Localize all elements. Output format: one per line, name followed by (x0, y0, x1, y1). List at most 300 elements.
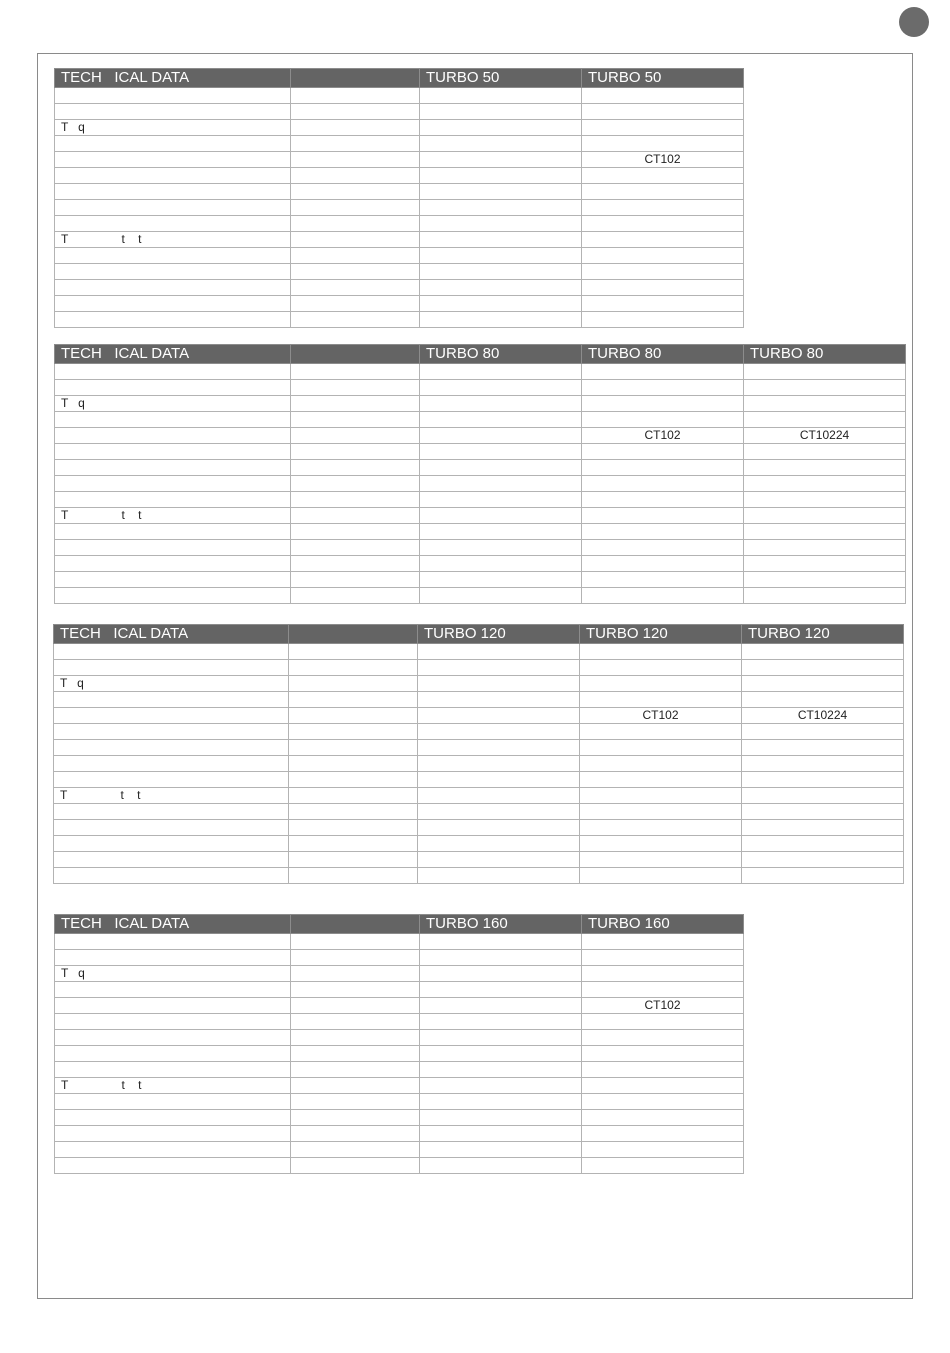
column-header: TURBO 80 (582, 345, 744, 364)
table-cell (55, 588, 291, 604)
table-cell (55, 104, 291, 120)
table-header-row (55, 69, 744, 88)
table-cell (420, 444, 582, 460)
table-cell (55, 248, 291, 264)
table-cell (582, 1094, 744, 1110)
table-cell (291, 1126, 420, 1142)
table-cell (582, 950, 744, 966)
table-row (55, 508, 906, 524)
table-cell (55, 1158, 291, 1174)
table-cell (742, 804, 904, 820)
column-header: TECH ICAL DATA (54, 625, 289, 644)
table-cell (291, 1142, 420, 1158)
table-cell (291, 1094, 420, 1110)
table-cell (420, 1158, 582, 1174)
table-cell: CT102 (580, 708, 742, 724)
table-cell (420, 200, 582, 216)
table-cell (582, 364, 744, 380)
table-cell: T q (55, 966, 291, 982)
table-row (55, 476, 906, 492)
table-cell (54, 644, 289, 660)
table-cell (582, 934, 744, 950)
table-cell (580, 804, 742, 820)
column-header (291, 915, 420, 934)
table-cell (289, 644, 418, 660)
table-cell (744, 380, 906, 396)
table-cell (54, 804, 289, 820)
table-cell (54, 724, 289, 740)
table-row (55, 428, 906, 444)
table-cell (291, 476, 420, 492)
table-cell (291, 1046, 420, 1062)
table-cell (420, 312, 582, 328)
table-cell (54, 756, 289, 772)
table-cell (420, 396, 582, 412)
table-cell (55, 216, 291, 232)
table-cell (291, 364, 420, 380)
table-cell (582, 1014, 744, 1030)
table-cell (744, 492, 906, 508)
table-cell (580, 644, 742, 660)
table-cell (54, 692, 289, 708)
table-row (55, 364, 906, 380)
table-cell (289, 852, 418, 868)
table-row (55, 264, 744, 280)
table-row (55, 492, 906, 508)
table-row (55, 248, 744, 264)
table-cell (582, 104, 744, 120)
table-cell (291, 412, 420, 428)
table-cell (582, 264, 744, 280)
table-cell (420, 1014, 582, 1030)
table-cell (418, 676, 580, 692)
table-cell: CT10224 (742, 708, 904, 724)
table-cell (291, 396, 420, 412)
table-cell (420, 998, 582, 1014)
table-cell (744, 524, 906, 540)
table-cell (55, 136, 291, 152)
table-cell (55, 444, 291, 460)
table-cell (420, 264, 582, 280)
table-cell (291, 572, 420, 588)
table-row (54, 644, 904, 660)
table-row (55, 1030, 744, 1046)
table-cell (55, 460, 291, 476)
table-cell (580, 692, 742, 708)
table-header-row (55, 915, 744, 934)
table-row (55, 1110, 744, 1126)
table-cell (55, 412, 291, 428)
table-cell (55, 934, 291, 950)
table-cell (420, 184, 582, 200)
table-cell (291, 280, 420, 296)
table-cell (420, 232, 582, 248)
table-cell (418, 660, 580, 676)
table-cell (291, 1078, 420, 1094)
table-cell (55, 492, 291, 508)
table-row (55, 1046, 744, 1062)
table-cell (582, 524, 744, 540)
table-cell (582, 1062, 744, 1078)
table-cell (582, 508, 744, 524)
column-header: TURBO 120 (580, 625, 742, 644)
table-row (55, 168, 744, 184)
table-cell (291, 934, 420, 950)
table-row (55, 136, 744, 152)
table-cell (291, 444, 420, 460)
table-row (55, 934, 744, 950)
table-cell (55, 312, 291, 328)
table-header-row (55, 345, 906, 364)
table-cell (289, 708, 418, 724)
technical-data-table-turbo-80 (54, 344, 906, 604)
table-row (54, 756, 904, 772)
table-cell (420, 1030, 582, 1046)
table-row (55, 950, 744, 966)
table-cell (420, 248, 582, 264)
table-cell (54, 820, 289, 836)
table-cell (420, 364, 582, 380)
table-cell (291, 540, 420, 556)
table-cell (582, 444, 744, 460)
table-cell (582, 232, 744, 248)
table-cell (291, 216, 420, 232)
table-row (55, 1062, 744, 1078)
table-cell (420, 1126, 582, 1142)
table-cell (420, 104, 582, 120)
table-cell (291, 88, 420, 104)
column-header: TURBO 160 (420, 915, 582, 934)
table-row (55, 588, 906, 604)
table-cell (420, 508, 582, 524)
table-cell (582, 460, 744, 476)
table-row (55, 572, 906, 588)
table-cell (580, 724, 742, 740)
table-cell (291, 524, 420, 540)
column-header: TECH ICAL DATA (55, 345, 291, 364)
table-cell: T q (55, 120, 291, 136)
table-cell (55, 1014, 291, 1030)
table-row (55, 104, 744, 120)
table-cell (420, 120, 582, 136)
table-cell (291, 588, 420, 604)
table-cell (289, 676, 418, 692)
table-cell (742, 756, 904, 772)
table-row (54, 708, 904, 724)
table-row (55, 966, 744, 982)
table-cell (582, 1142, 744, 1158)
table-cell (54, 772, 289, 788)
table-cell (742, 724, 904, 740)
table-cell (420, 572, 582, 588)
table-cell (418, 756, 580, 772)
table-cell (55, 476, 291, 492)
table-cell (582, 572, 744, 588)
table-cell (55, 982, 291, 998)
table-cell (291, 460, 420, 476)
column-header (289, 625, 418, 644)
table-cell (582, 396, 744, 412)
table-cell (418, 772, 580, 788)
table-row (55, 152, 744, 168)
table-cell (55, 280, 291, 296)
table-cell (420, 136, 582, 152)
table-row (54, 772, 904, 788)
table-row (55, 460, 906, 476)
table-cell (418, 708, 580, 724)
table-cell (291, 508, 420, 524)
table-cell (55, 200, 291, 216)
table-cell (420, 216, 582, 232)
table-row (55, 216, 744, 232)
table-cell (55, 264, 291, 280)
table-cell (55, 1094, 291, 1110)
table-cell (582, 1030, 744, 1046)
table-cell (742, 820, 904, 836)
table-row (55, 1142, 744, 1158)
table-row (54, 836, 904, 852)
table-cell (418, 724, 580, 740)
table-cell (289, 756, 418, 772)
table-cell (744, 476, 906, 492)
table-cell (291, 152, 420, 168)
column-header: TURBO 50 (582, 69, 744, 88)
table-cell (55, 152, 291, 168)
table-cell (54, 660, 289, 676)
table-row (55, 232, 744, 248)
table-cell (420, 1142, 582, 1158)
table-cell (291, 982, 420, 998)
table-cell (582, 184, 744, 200)
column-header: TURBO 120 (418, 625, 580, 644)
table-cell (55, 380, 291, 396)
table-cell (291, 1030, 420, 1046)
table-header-row (54, 625, 904, 644)
table-row (55, 312, 744, 328)
column-header: TURBO 120 (742, 625, 904, 644)
table-row (55, 1126, 744, 1142)
table-cell (580, 820, 742, 836)
table-row (54, 852, 904, 868)
table-row (54, 868, 904, 884)
table-cell (55, 1046, 291, 1062)
table-cell (582, 312, 744, 328)
table-cell (744, 508, 906, 524)
table-cell (420, 1110, 582, 1126)
table-cell (582, 216, 744, 232)
table-cell (418, 644, 580, 660)
table-cell (291, 232, 420, 248)
table-cell (742, 676, 904, 692)
table-row (55, 280, 744, 296)
table-cell (742, 836, 904, 852)
table-cell (55, 296, 291, 312)
table-cell (744, 460, 906, 476)
table-cell (55, 1062, 291, 1078)
table-cell (54, 708, 289, 724)
table-cell (55, 1110, 291, 1126)
table-cell (582, 492, 744, 508)
table-cell (580, 676, 742, 692)
column-header (291, 345, 420, 364)
table-cell (582, 120, 744, 136)
table-cell (582, 296, 744, 312)
table-row (55, 1014, 744, 1030)
table-cell (418, 804, 580, 820)
table-cell (291, 950, 420, 966)
column-header: TURBO 80 (420, 345, 582, 364)
table-cell (582, 412, 744, 428)
table-row (55, 184, 744, 200)
table-cell (291, 296, 420, 312)
table-cell (742, 868, 904, 884)
table-row (55, 396, 906, 412)
table-cell (744, 540, 906, 556)
table-cell (289, 724, 418, 740)
table-cell (742, 692, 904, 708)
table-row (55, 120, 744, 136)
table-cell (291, 136, 420, 152)
table-cell (420, 588, 582, 604)
table-cell (582, 476, 744, 492)
table-cell (55, 428, 291, 444)
table-cell (420, 280, 582, 296)
table-row (55, 1078, 744, 1094)
column-header: TURBO 160 (582, 915, 744, 934)
table-cell (582, 88, 744, 104)
table-cell (742, 644, 904, 660)
table-cell: CT102 (582, 998, 744, 1014)
table-cell (420, 934, 582, 950)
table-cell (291, 492, 420, 508)
table-cell (582, 1158, 744, 1174)
table-row (54, 788, 904, 804)
table-cell (580, 756, 742, 772)
column-header: TECH ICAL DATA (55, 915, 291, 934)
table-cell: T t t (55, 232, 291, 248)
table-cell (420, 460, 582, 476)
table-cell (55, 1030, 291, 1046)
table-cell (418, 868, 580, 884)
table-cell (291, 264, 420, 280)
table-cell (291, 966, 420, 982)
table-cell (582, 982, 744, 998)
table-row (55, 982, 744, 998)
table-cell (289, 868, 418, 884)
table-cell (291, 168, 420, 184)
table-cell (420, 428, 582, 444)
table-cell (291, 248, 420, 264)
table-cell (582, 1126, 744, 1142)
technical-data-table-turbo-50 (54, 68, 744, 328)
table-cell (418, 852, 580, 868)
table-cell (291, 998, 420, 1014)
technical-data-table-turbo-160 (54, 914, 744, 1174)
table-row (55, 296, 744, 312)
table-cell (289, 740, 418, 756)
table-row (54, 820, 904, 836)
table-cell (582, 200, 744, 216)
table-cell (582, 540, 744, 556)
table-cell (291, 104, 420, 120)
table-cell: T q (54, 676, 289, 692)
table-cell (54, 852, 289, 868)
table-cell (582, 248, 744, 264)
table-cell (582, 588, 744, 604)
table-cell (289, 804, 418, 820)
table-cell (55, 168, 291, 184)
column-header: TURBO 50 (420, 69, 582, 88)
table-row (55, 380, 906, 396)
table-cell (289, 836, 418, 852)
table-cell (420, 88, 582, 104)
table-cell (580, 740, 742, 756)
table-cell (291, 1158, 420, 1174)
table-cell (420, 524, 582, 540)
table-cell (291, 1062, 420, 1078)
table-cell (55, 88, 291, 104)
table-cell (744, 364, 906, 380)
table-cell (55, 556, 291, 572)
table-cell (420, 966, 582, 982)
table-cell (420, 168, 582, 184)
table-cell (582, 1110, 744, 1126)
table-cell (580, 868, 742, 884)
table-cell (55, 1142, 291, 1158)
table-cell (744, 588, 906, 604)
table-cell: T t t (54, 788, 289, 804)
table-cell (420, 412, 582, 428)
table-cell (582, 168, 744, 184)
table-row (55, 524, 906, 540)
table-cell (582, 1046, 744, 1062)
table-row (55, 998, 744, 1014)
column-header: TURBO 80 (744, 345, 906, 364)
table-cell (744, 572, 906, 588)
column-header: TECH ICAL DATA (55, 69, 291, 88)
table-cell (289, 772, 418, 788)
table-cell (420, 982, 582, 998)
table-row (55, 200, 744, 216)
table-cell (580, 660, 742, 676)
table-cell (582, 136, 744, 152)
table-row (55, 444, 906, 460)
table-row (54, 804, 904, 820)
table-cell (55, 524, 291, 540)
table-cell: CT102 (582, 428, 744, 444)
table-cell: T t t (55, 1078, 291, 1094)
table-cell (289, 820, 418, 836)
table-cell (55, 540, 291, 556)
table-cell (744, 556, 906, 572)
table-cell (744, 412, 906, 428)
table-cell (291, 1014, 420, 1030)
table-cell (582, 280, 744, 296)
table-cell (742, 660, 904, 676)
table-row (55, 412, 906, 428)
table-cell (289, 692, 418, 708)
table-cell (420, 540, 582, 556)
table-cell (291, 184, 420, 200)
table-row (54, 692, 904, 708)
table-cell (291, 312, 420, 328)
table-cell: T t t (55, 508, 291, 524)
table-cell (55, 364, 291, 380)
table-cell (418, 836, 580, 852)
table-cell (54, 740, 289, 756)
technical-data-table-turbo-120 (53, 624, 904, 884)
table-cell (291, 380, 420, 396)
